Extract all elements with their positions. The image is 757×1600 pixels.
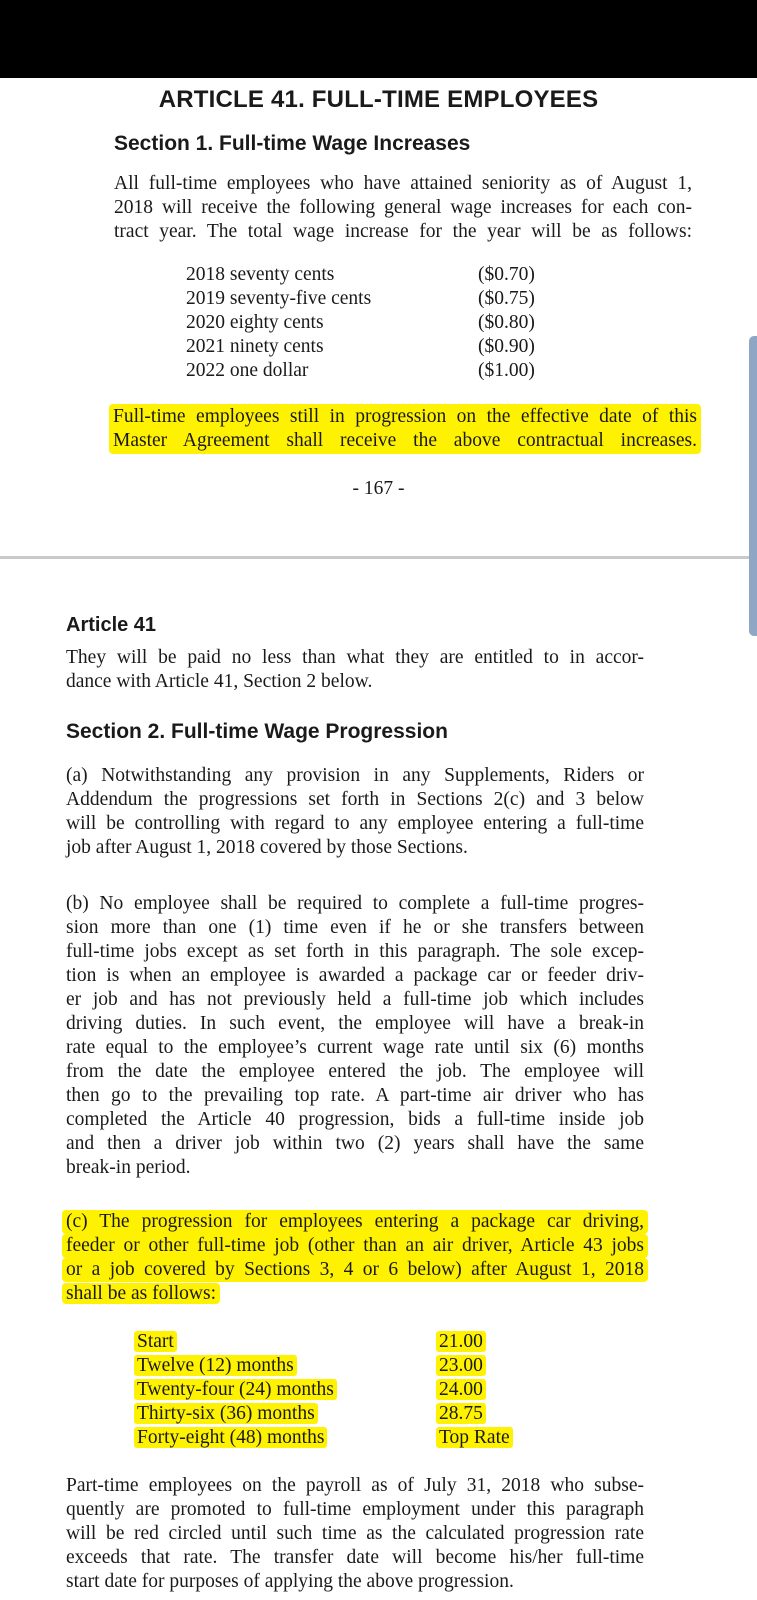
paragraph-a xyxy=(66,764,644,860)
text-line: rate equal to the employee’s current wage rate until six (6) months xyxy=(66,1037,644,1058)
text-line: (b) No employee shall be required to complete a full-time progres- xyxy=(66,893,644,914)
table-row xyxy=(186,263,535,287)
text-line: tion is when an employee is awarded a package car or feeder driv- xyxy=(66,965,644,986)
rate-cell xyxy=(436,1354,486,1378)
table-row xyxy=(186,287,535,311)
step-cell xyxy=(134,1402,318,1426)
step-cell xyxy=(134,1426,327,1450)
text-line: 2018 will receive the following general wage increases for each con- xyxy=(114,197,692,218)
text-line: (c) The progression for employees entering a package car driving, xyxy=(62,1210,648,1234)
text-line: full-time jobs except as set forth in this paragraph. The sole excep- xyxy=(66,941,644,962)
step-label: Start xyxy=(134,1331,177,1352)
year-cell: 2021 ninety cents xyxy=(186,336,324,357)
text-line: feeder or other full-time job (other than an air driver, Article 43 jobs xyxy=(62,1234,648,1258)
year-cell: 2019 seventy-five cents xyxy=(186,288,372,309)
text-line: will be red circled until such time as the calculated progression rate xyxy=(66,1523,644,1544)
text-line: will be controlling with regard to any employee entering a full-time xyxy=(66,813,644,834)
amount-cell: ($0.70) xyxy=(478,264,535,285)
step-cell xyxy=(134,1330,177,1354)
step-cell xyxy=(134,1354,297,1378)
rate-cell xyxy=(436,1330,486,1354)
highlighted-note xyxy=(109,404,701,454)
text-line: They will be paid no less than what they are entitled to in accor- xyxy=(66,647,644,668)
progression-table xyxy=(134,1330,554,1454)
text-line: break-in period. xyxy=(66,1157,191,1178)
year-cell: 2022 one dollar xyxy=(186,360,309,381)
section-1-heading: Section 1. Full-time Wage Increases xyxy=(114,132,471,155)
text-line: or a job covered by Sections 3, 4 or 6 below) after August 1, 2018 xyxy=(62,1258,648,1282)
paragraph-b xyxy=(66,892,644,1180)
amount-cell: ($0.90) xyxy=(478,336,535,357)
text-line: (a) Notwithstanding any provision in any Supplements, Riders or xyxy=(66,765,644,786)
text-line: and then a driver job within two (2) years shall have the same xyxy=(66,1133,644,1154)
section-1-intro xyxy=(114,172,692,244)
carryover-text xyxy=(66,646,644,694)
rate-cell xyxy=(436,1378,486,1402)
text-line: driving duties. In such event, the employee will have a break-in xyxy=(66,1013,644,1034)
text-line: start date for purposes of applying the above progression. xyxy=(66,1571,514,1592)
page-number: - 167 - xyxy=(352,478,405,499)
step-label: Thirty-six (36) months xyxy=(134,1403,318,1424)
amount-cell: ($1.00) xyxy=(478,360,535,381)
highlight-span: shall be as follows: xyxy=(62,1283,220,1304)
amount-cell: ($0.75) xyxy=(478,288,535,309)
rate-value: 28.75 xyxy=(436,1403,486,1424)
rate-value: 23.00 xyxy=(436,1355,486,1376)
rate-value: 24.00 xyxy=(436,1379,486,1400)
top-status-bar xyxy=(0,0,757,78)
paragraph-c-highlighted xyxy=(62,1210,648,1306)
amount-cell: ($0.80) xyxy=(478,312,535,333)
step-label: Twelve (12) months xyxy=(134,1355,297,1376)
closing-paragraph xyxy=(66,1474,644,1594)
table-row xyxy=(186,311,535,335)
text-line: job after August 1, 2018 covered by those Sections. xyxy=(66,837,468,858)
step-cell xyxy=(134,1378,337,1402)
rate-value: Top Rate xyxy=(436,1427,513,1448)
rate-cell xyxy=(436,1402,486,1426)
text-line: from the date the employee entered the job. The employee will xyxy=(66,1061,644,1082)
text-line: Full-time employees still in progression on the effective date of this xyxy=(113,406,697,427)
page-divider xyxy=(0,556,757,559)
text-line: Master Agreement shall receive the above contractual increases. xyxy=(113,430,697,451)
text-line: Part-time employees on the payroll as of July 31, 2018 who subse- xyxy=(66,1475,644,1496)
text-line xyxy=(62,1282,648,1306)
section-2-heading: Section 2. Full-time Wage Progression xyxy=(66,720,448,743)
text-line: then go to the prevailing top rate. A part-time air driver who has xyxy=(66,1085,644,1106)
year-cell: 2018 seventy cents xyxy=(186,264,335,285)
table-row xyxy=(186,335,535,359)
text-line: quently are promoted to full-time employment under this paragraph xyxy=(66,1499,644,1520)
running-head: Article 41 xyxy=(66,614,157,636)
text-line: sion more than one (1) time even if he or she transfers between xyxy=(66,917,644,938)
table-row xyxy=(186,359,535,383)
text-line: completed the Article 40 progression, bids a full-time inside job xyxy=(66,1109,644,1130)
text-line: dance with Article 41, Section 2 below. xyxy=(66,671,373,692)
text-line: Addendum the progressions set forth in Sections 2(c) and 3 below xyxy=(66,789,644,810)
rate-value: 21.00 xyxy=(436,1331,486,1352)
step-label: Twenty-four (24) months xyxy=(134,1379,337,1400)
text-line: All full-time employees who have attained seniority as of August 1, xyxy=(114,173,692,194)
text-line: tract year. The total wage increase for the year will be as follows: xyxy=(114,221,692,242)
article-title: ARTICLE 41. FULL-TIME EMPLOYEES xyxy=(158,86,599,113)
year-cell: 2020 eighty cents xyxy=(186,312,324,333)
text-line: exceeds that rate. The transfer date will become his/her full-time xyxy=(66,1547,644,1568)
scrollbar-thumb[interactable] xyxy=(749,336,757,636)
wage-increase-table xyxy=(186,263,535,383)
step-label: Forty-eight (48) months xyxy=(134,1427,327,1448)
text-line: er job and has not previously held a full-time job which includes xyxy=(66,989,644,1010)
rate-cell xyxy=(436,1426,513,1450)
